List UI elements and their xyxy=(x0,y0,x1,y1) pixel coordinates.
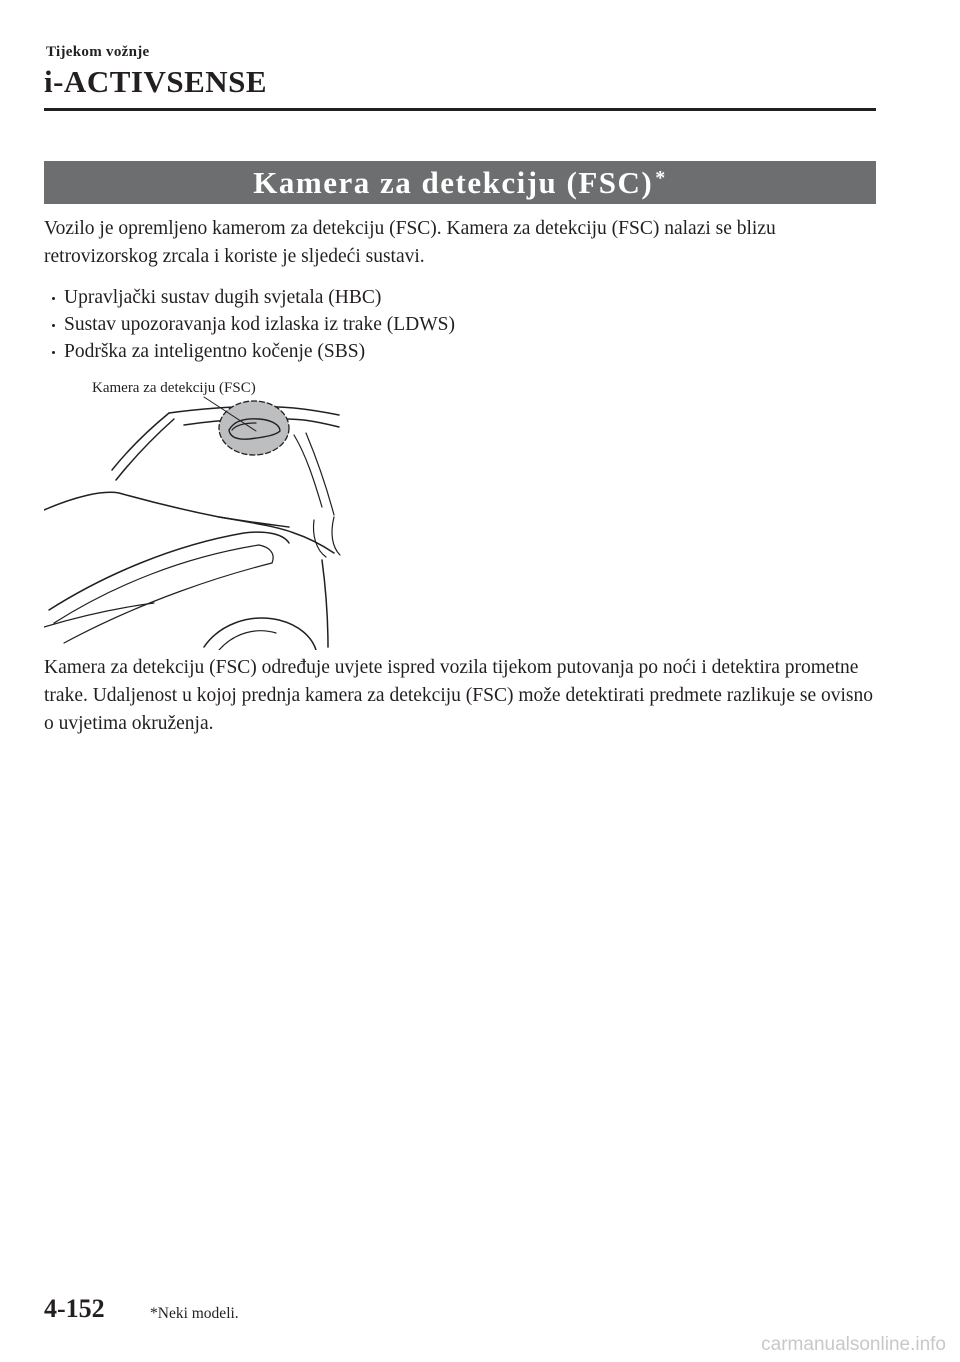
list-item-text: Podrška za inteligentno kočenje (SBS) xyxy=(64,341,366,362)
header-divider xyxy=(44,108,876,111)
list-item-text: Upravljački sustav dugih svjetala (HBC) xyxy=(64,287,382,308)
intro-paragraph: Vozilo je opremljeno kamerom za detekciju (FSC). Kamera za detekciju (FSC) nalazi se blizu retrovizorskog zrcala i koriste je sljedeći sustavi. xyxy=(44,218,776,267)
section-title: i-ACTIVSENSE xyxy=(44,64,268,99)
bullet-icon xyxy=(52,324,55,327)
bullet-icon xyxy=(52,297,55,300)
description-paragraph: Kamera za detekciju (FSC) određuje uvjete ispred vozila tijekom putovanja po noći i detektira prometne trake. Udaljenost u kojoj prednja kamera za detekciju (FSC) može detektirati predmete razlikuje se ovisno o uvjetima okruženja. xyxy=(44,657,874,734)
chapter-title: Tijekom vožnje xyxy=(46,44,150,60)
list-item xyxy=(44,338,455,365)
bullet-icon xyxy=(52,351,55,354)
list-item xyxy=(44,311,455,338)
optional-equipment-marker: * xyxy=(655,167,667,189)
list-item-text: Sustav upozoravanja kod izlaska iz trake (LDWS) xyxy=(64,314,455,335)
system-list xyxy=(44,284,455,365)
camera-callout-label: Kamera za detekciju (FSC) xyxy=(92,380,256,396)
page-number: 4-152 xyxy=(44,1294,105,1323)
topic-banner xyxy=(44,161,876,204)
camera-location-figure xyxy=(44,375,344,650)
topic-title: Kamera za detekciju (FSC) xyxy=(253,164,654,200)
footnote: *Neki modeli. xyxy=(150,1305,239,1322)
watermark: carmanualsonline.info xyxy=(761,1334,946,1355)
car-windshield-illustration xyxy=(44,375,344,650)
list-item xyxy=(44,284,455,311)
